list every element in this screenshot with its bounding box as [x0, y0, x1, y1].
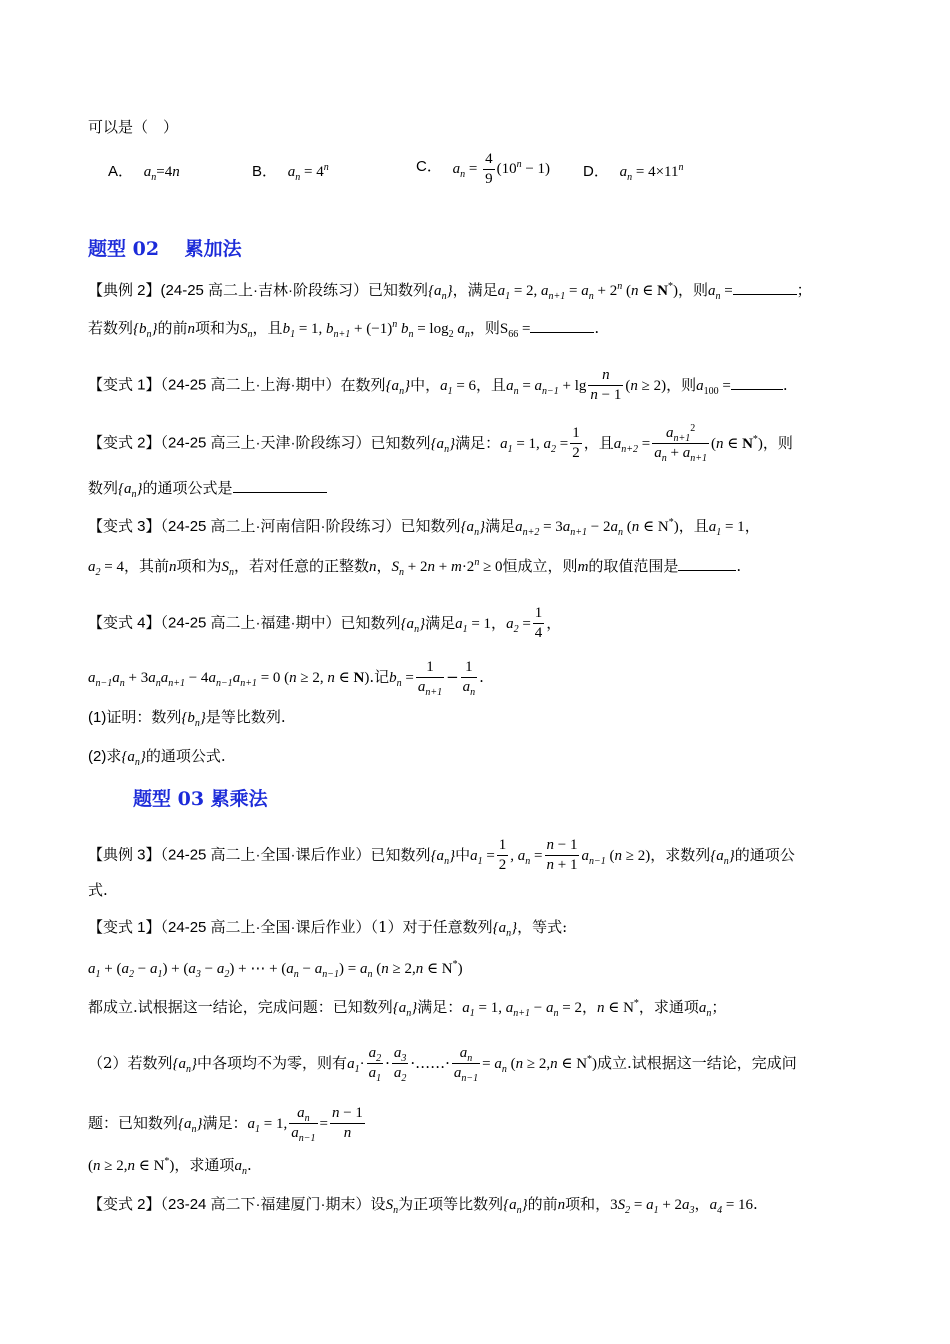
- s3-variant1-tag: 【变式 1】: [88, 919, 161, 936]
- s2-variant1-text: 在数列$\{a_n\}$中，$a_1 = 6$，且$a_n = a_{n-1} + \lg$ $\frac{n}{n - 1}$ (n ≥ 2)，则$a_{100}$ = .: [340, 367, 788, 403]
- s3-variant1-line5: [88, 1104, 367, 1143]
- example2-tag: 【典例 2】: [88, 282, 161, 299]
- choice-d-label: D．: [583, 163, 609, 180]
- s3-variant1-text2: $a_1 + (a_2 - a_1) + (a_3 - a_2)$ + ⋯ + $(a_n - a_{n-1}) = a_n$ (n ≥ 2,n ∈ N*): [88, 959, 463, 980]
- example2-text1: 已知数列$\{a_n\}$，满足$a_1 = 2$, $a_{n+1} = a_n + 2^n$ (n ∈ N*)，则$a_n$ = ；: [368, 281, 812, 302]
- s3-variant1-text5: 题：已知数列$\{a_n\}$满足：$a_1 = 1$, $\frac{a_n}{a_{n-1}}$ = $\frac{n - 1}{n}$: [88, 1105, 363, 1144]
- s2-variant3-line1: [88, 516, 760, 537]
- s3-variant1-line1: [88, 917, 567, 938]
- s2-variant2-source: （24-25 高三上·天津·阶段练习）: [160, 434, 371, 452]
- s2-variant2-text1: 已知数列$\{a_n\}$满足：$a_1 = 1$, $a_2$ = $\frac{1}{2}$ ，且$a_{n+2}$ = $\frac{a_{n+1}^2}{a_n + a_{n+1}}$ (n ∈ N*)，则: [370, 423, 793, 464]
- s2-variant3-source: （24-25 高二上·河南信阳·阶段练习）: [160, 518, 401, 535]
- s3-variant1-text3: 都成立.试根据这一结论，完成问题：已知数列$\{a_n\}$满足：$a_1 = 1$, $a_{n+1} - a_n = 2$，n ∈ N*，求通项$a_n$；: [88, 998, 727, 1019]
- s3-variant1-source: （24-25 高二上·全国·课后作业）: [160, 919, 371, 936]
- intro-line: [88, 117, 178, 137]
- s3-variant1-line6: [88, 1155, 252, 1176]
- example2-line1: [88, 280, 812, 301]
- example3-source: （24-25 高二上·全国·课后作业）: [160, 846, 371, 864]
- choice-c: [416, 150, 550, 189]
- choice-b-expr: $a_n = 4^n$: [287, 162, 329, 183]
- choice-d-expr: $a_n = 4\times 11^n$: [619, 162, 684, 183]
- section-heading-2: 题型 02 累加法: [88, 238, 242, 260]
- s2-variant3-tag: 【变式 3】: [88, 518, 161, 535]
- s2-variant2-text2: 数列$\{a_n\}$的通项公式是: [88, 479, 327, 497]
- s3-variant1-text6: (n ≥ 2,n ∈ N*)，求通项$a_n$.: [88, 1156, 252, 1177]
- choice-a-label: A．: [108, 163, 134, 180]
- example3-text2: 式.: [88, 881, 108, 899]
- example2-source: (24-25 高二上·吉林·阶段练习）: [160, 282, 369, 299]
- example2-line2: [88, 318, 599, 339]
- s3-variant2-tag: 【变式 2】: [88, 1196, 161, 1213]
- s2-variant4-tag: 【变式 4】: [88, 614, 161, 632]
- choice-c-label: C．: [416, 157, 442, 175]
- section-heading-3: 题型 03 累乘法: [133, 788, 268, 810]
- example3-text1: 已知数列$\{a_n\}$中$a_1$ = $\frac{1}{2}$ , $a_n$ = $\frac{n - 1}{n + 1}$ $a_{n-1}$ (n ≥ 2)，求数列$\{a_n\}$的通项公: [370, 837, 795, 873]
- s2-variant2-line2: [88, 478, 327, 499]
- s2-variant1-source: （24-25 高二上·上海·期中）: [160, 376, 341, 394]
- choice-a: [108, 160, 180, 181]
- example3-line2: [88, 880, 108, 900]
- example3-line1: [88, 836, 795, 875]
- s3-variant2-source: （23-24 高二下·福建厦门·期末）: [160, 1196, 371, 1213]
- s2-variant1-line: [88, 366, 788, 405]
- s3-variant1-text1: （1）对于任意数列$\{a_n\}$，等式:: [370, 918, 568, 939]
- intro-text: 可以是（ ）: [88, 118, 179, 136]
- s2-variant4-text1: 已知数列$\{a_n\}$满足$a_1 = 1$，$a_2$ = $\frac{1}{4}$ ，: [340, 605, 562, 641]
- s3-variant1-line4: [88, 1044, 797, 1083]
- choice-a-expr: $a_n=4n$: [143, 164, 180, 183]
- s3-variant2-text: 设$S_n$为正项等比数列$\{a_n\}$的前n项和，$3S_2 = a_1 + 2a_3$，$a_4 = 16$.: [370, 1195, 758, 1216]
- s2-variant3-text2: $a_2 = 4$，其前n项和为$S_n$，若对任意的正整数n，$S_n + 2n + m\cdot 2^n \ge 0$恒成立，则m的取值范围是 .: [88, 557, 742, 578]
- example2-text2: 若数列$\{b_n\}$的前n项和为$S_n$，且$b_1 = 1$, $b_{n+1} + (-1)^n$ $b_n = \log_2 a_n$，则$S_{66}$ = .: [88, 319, 600, 340]
- s2-variant2-tag: 【变式 2】: [88, 434, 161, 452]
- s3-variant1-line3: [88, 997, 726, 1018]
- s2-variant1-tag: 【变式 1】: [88, 376, 161, 394]
- s2-variant4-q1-text: (1)证明：数列$\{b_n\}$是等比数列.: [88, 708, 286, 729]
- s2-variant4-q2-text: (2)求$\{a_n\}$的通项公式.: [88, 747, 226, 768]
- s2-variant2-line1: [88, 424, 793, 463]
- s3-variant1-text4: （2）若数列$\{a_n\}$中各项均不为零，则有$a_1\cdot$ $\frac{a_2}{a_1}$ · $\frac{a_3}{a_2}$ ·……· $\frac{a_n}{a_{n-1}}$ = $a_n$ (n ≥ 2,n ∈ N*)成立.试根据这一结论，完成问: [88, 1045, 797, 1084]
- s2-variant4-source: （24-25 高二上·福建·期中）: [160, 614, 341, 632]
- s2-variant4-line1: [88, 604, 561, 643]
- s2-variant4-q2: [88, 746, 226, 767]
- s2-variant3-text1: 已知数列$\{a_n\}$满足$a_{n+2} = 3a_{n+1} - 2a_n$ (n ∈ N*)，且$a_1 = 1$，: [400, 517, 760, 538]
- example3-tag: 【典例 3】: [88, 846, 161, 864]
- s2-variant4-line2: [88, 658, 484, 697]
- choice-d: [583, 160, 684, 181]
- s3-variant2-line: [88, 1194, 758, 1215]
- choice-c-expr: $a_n$ = $\frac{4}{9}$ $(10^n - 1)$: [452, 151, 551, 187]
- choice-b-label: B．: [252, 163, 278, 180]
- s3-variant1-line2: [88, 958, 463, 979]
- choice-b: [252, 160, 329, 181]
- s2-variant3-line2: [88, 556, 741, 577]
- s2-variant4-q1: [88, 707, 286, 728]
- s2-variant4-text2: $a_{n-1}a_n + 3a_na_{n+1} - 4a_{n-1}a_{n+1} = 0$ (n ≥ 2, n ∈ N).记$b_n$ = $\frac{1}{a_{n+1}}$ − $\frac{1}{a_n}$ .: [88, 659, 484, 698]
